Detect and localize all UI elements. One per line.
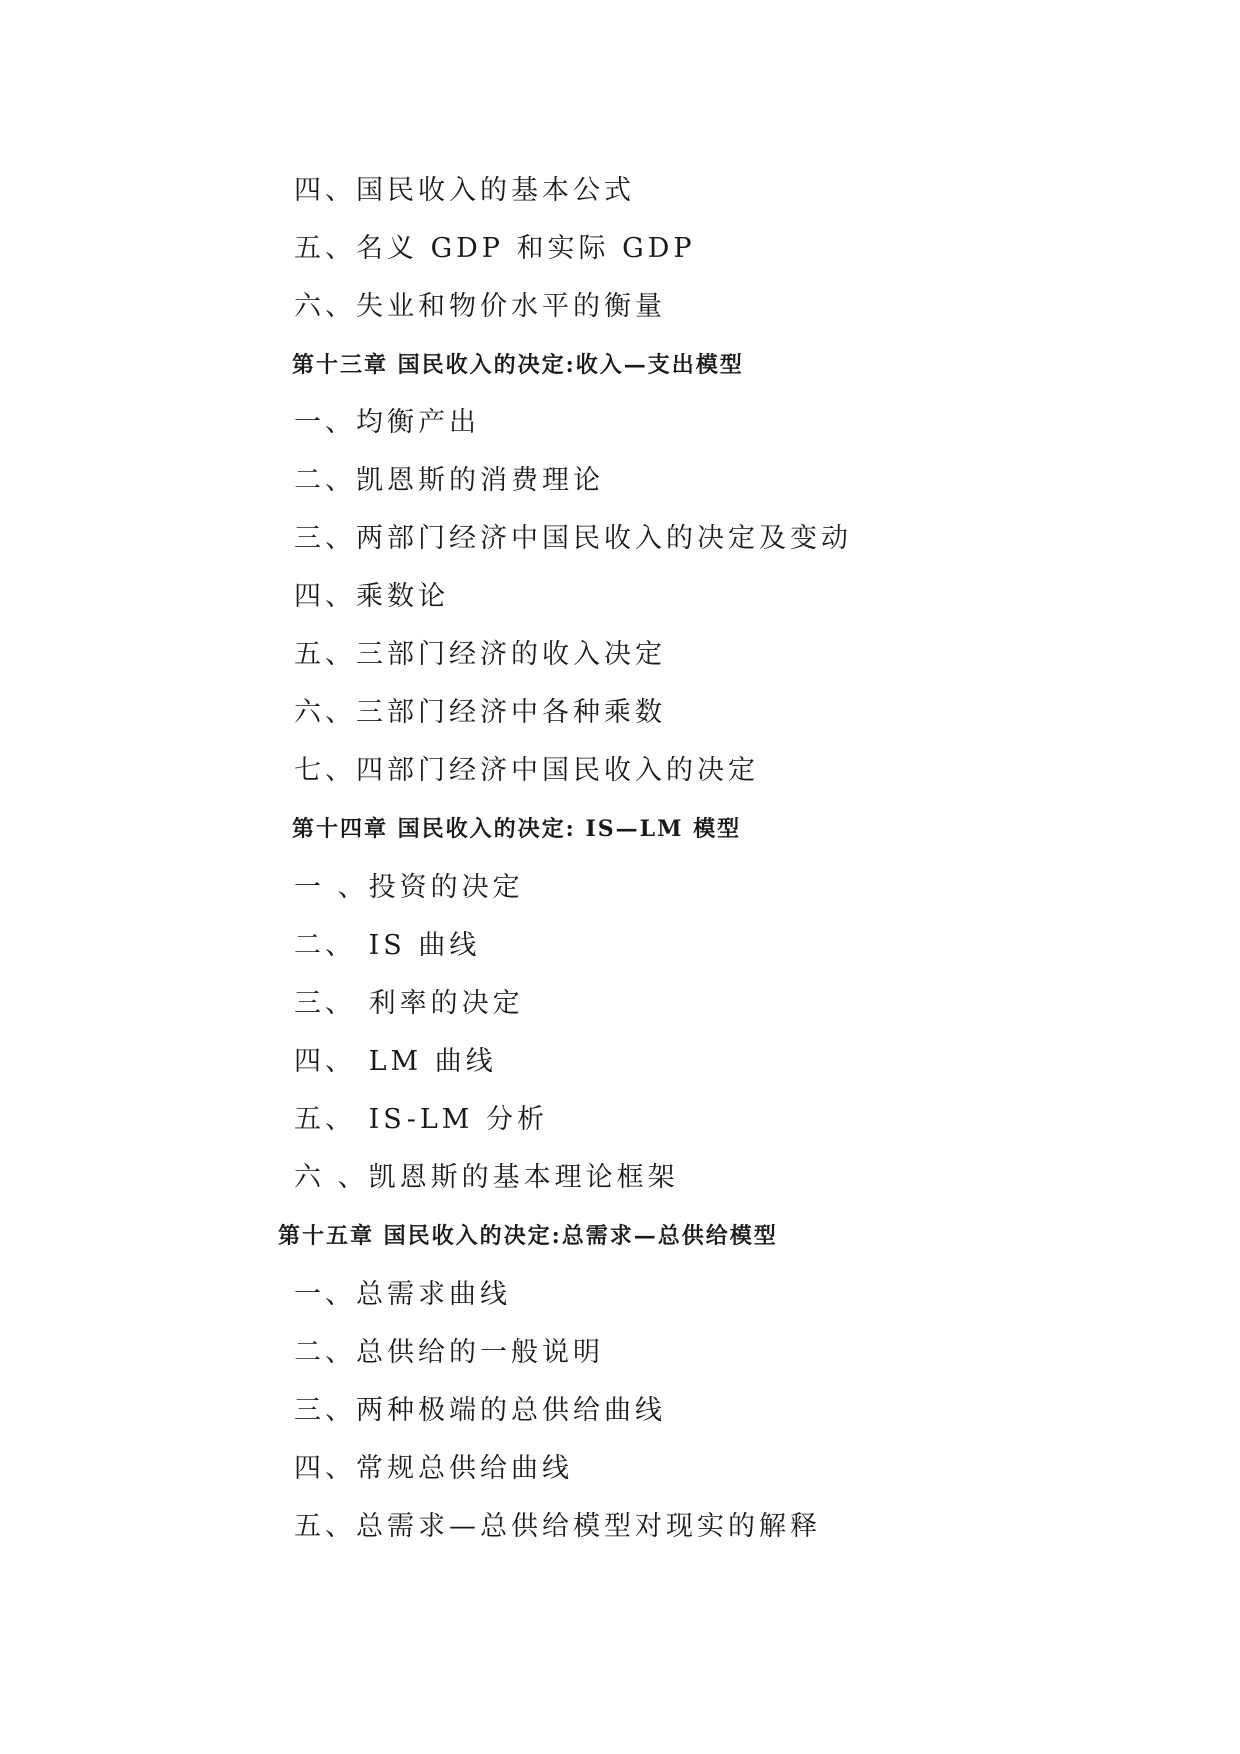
toc-item: 五、 IS-LM 分析 — [294, 1104, 549, 1135]
toc-item: 二、凯恩斯的消费理论 — [294, 465, 604, 496]
toc-item: 五、名义 GDP 和实际 GDP — [294, 233, 696, 264]
toc-item: 五、三部门经济的收入决定 — [294, 639, 666, 670]
toc-item: 一 、投资的决定 — [294, 872, 524, 903]
toc-item: 六、三部门经济中各种乘数 — [294, 697, 666, 728]
toc-item: 六、失业和物价水平的衡量 — [294, 291, 666, 322]
toc-item: 三、 利率的决定 — [294, 988, 524, 1019]
chapter-heading: 第十三章 国民收入的决定:收入—支出模型 — [292, 352, 744, 378]
toc-item: 三、两部门经济中国民收入的决定及变动 — [294, 523, 852, 554]
toc-item: 一、均衡产出 — [294, 407, 480, 438]
toc-item: 四、常规总供给曲线 — [294, 1453, 573, 1484]
toc-item: 四、国民收入的基本公式 — [294, 175, 635, 206]
toc-item: 二、 IS 曲线 — [294, 930, 481, 961]
toc-item: 五、总需求—总供给模型对现实的解释 — [294, 1511, 821, 1542]
chapter-heading: 第十四章 国民收入的决定: IS—LM 模型 — [292, 816, 742, 842]
toc-item: 三、两种极端的总供给曲线 — [294, 1395, 666, 1426]
toc-item: 二、总供给的一般说明 — [294, 1337, 604, 1368]
toc-item: 四、乘数论 — [294, 581, 449, 612]
toc-item: 四、 LM 曲线 — [294, 1046, 497, 1077]
toc-item: 六 、凯恩斯的基本理论框架 — [294, 1162, 679, 1193]
chapter-heading: 第十五章 国民收入的决定:总需求—总供给模型 — [278, 1223, 778, 1249]
toc-item: 一、总需求曲线 — [294, 1279, 511, 1310]
toc-item: 七、四部门经济中国民收入的决定 — [294, 755, 759, 786]
